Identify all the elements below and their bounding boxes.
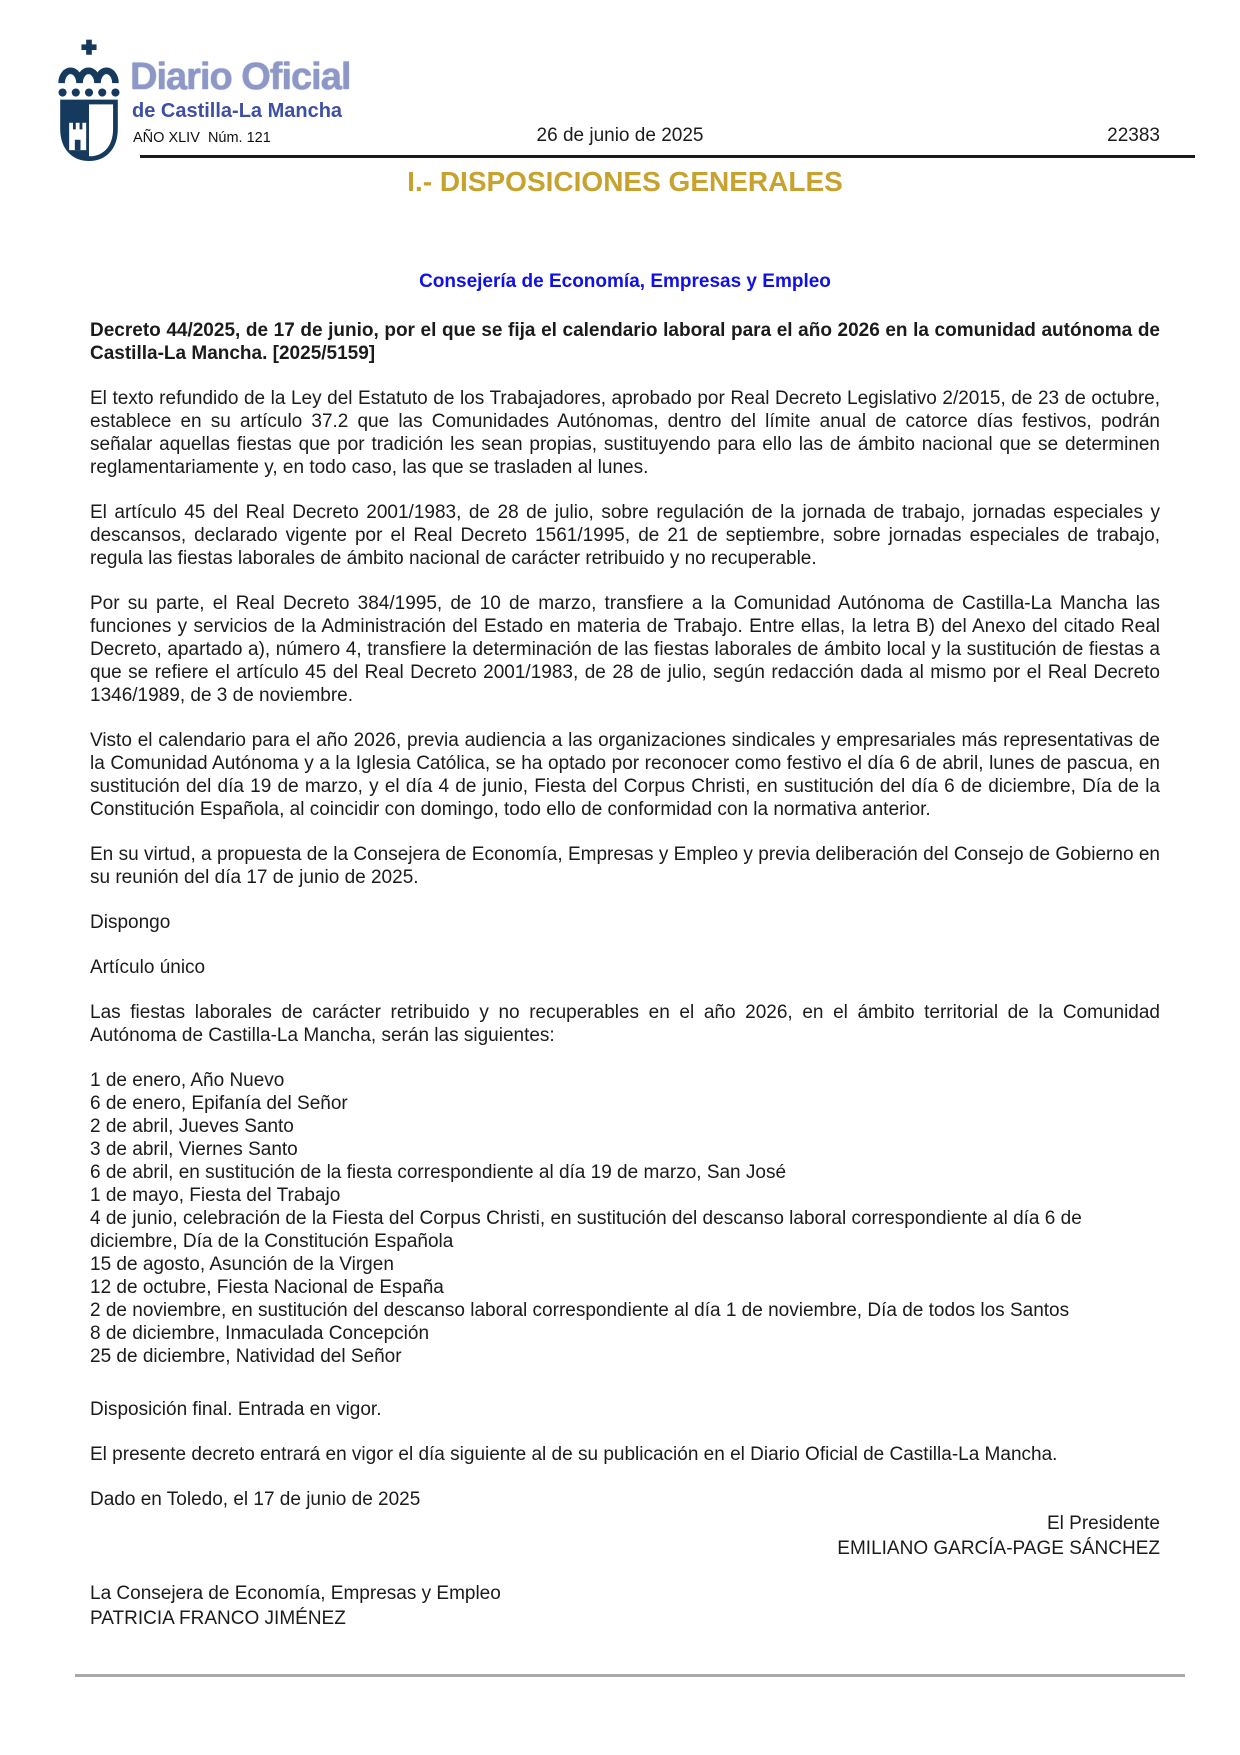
body-paragraph: El texto refundido de la Ley del Estatuto de los Trabajadores, aprobado por Real Decreto Legislativo 2/2015, de 23 de octubre, establece en su artículo 37.2 que las Comunidades Autónomas, dentro del límite anual de catorce días festivos, podrán señalar aquellas fiestas que por tradición les sean propias, sustituyendo para ello las de ámbito nacional que se determinen reglamentariamente y, en todo caso, las que se trasladen al lunes. bbox=[90, 388, 1160, 478]
header-page-number: 22383 bbox=[1107, 125, 1160, 146]
holiday-item: 25 de diciembre, Natividad del Señor bbox=[90, 1346, 402, 1367]
holiday-item: 2 de noviembre, en sustitución del descanso laboral correspondiente al día 1 de noviembre, Día de todos los Santos bbox=[90, 1300, 1070, 1321]
holiday-item: 15 de agosto, Asunción de la Virgen bbox=[90, 1254, 394, 1275]
president-name: EMILIANO GARCÍA-PAGE SÁNCHEZ bbox=[837, 1538, 1160, 1559]
body-paragraph: Visto el calendario para el año 2026, previa audiencia a las organizaciones sindicales y empresariales más representativas de la Comunidad Autónoma y a la Iglesia Católica, se ha optado por reconocer como festivo el día 6 de abril, lunes de pascua, en sustitución del día 19 de marzo, y el día 4 de junio, Fiesta del Corpus Christi, en sustitución del día 6 de diciembre, Día de la Constitución Española, al coincidir con domingo, todo ello de conformidad con la normativa anterior. bbox=[90, 730, 1160, 820]
counselor-signature-block bbox=[90, 1581, 1160, 1631]
section-title: I.- DISPOSICIONES GENERALES bbox=[407, 166, 843, 197]
counselor-title: La Consejera de Economía, Empresas y Empleo bbox=[90, 1583, 501, 1604]
holiday-item: 8 de diciembre, Inmaculada Concepción bbox=[90, 1323, 430, 1344]
holiday-item: 6 de abril, en sustitución de la fiesta correspondiente al día 19 de marzo, San José bbox=[90, 1162, 787, 1183]
holiday-item: 6 de enero, Epifanía del Señor bbox=[90, 1093, 348, 1114]
president-title: El Presidente bbox=[1046, 1513, 1160, 1534]
holiday-item: 3 de abril, Viernes Santo bbox=[90, 1139, 298, 1160]
holiday-item: 1 de mayo, Fiesta del Trabajo bbox=[90, 1185, 341, 1206]
entry-into-force-paragraph: El presente decreto entrará en vigor el día siguiente al de su publicación en el Diario Oficial de Castilla-La Mancha. bbox=[90, 1444, 1058, 1465]
holiday-item: 2 de abril, Jueves Santo bbox=[90, 1116, 294, 1137]
body-paragraph: Por su parte, el Real Decreto 384/1995, de 10 de marzo, transfiere a la Comunidad Autónoma de Castilla-La Mancha las funciones y servicios de la Administración del Estado en materia de Trabajo. Entre ellas, la letra B) del Anexo del citado Real Decreto, apartado a), número 4, transfiere la determinación de las fiestas laborales de ámbito local y la sustitución de fiestas a que se refiere el artículo 45 del Real Decreto 2001/1983, de 28 de julio, según redacción dada al mismo por el Real Decreto 1346/1989, de 3 de noviembre. bbox=[90, 593, 1160, 706]
holiday-item: 4 de junio, celebración de la Fiesta del Corpus Christi, en sustitución del descanso laboral correspondiente al día 6 de diciembre, Día de la Constitución Española bbox=[90, 1208, 1082, 1252]
counselor-name: PATRICIA FRANCO JIMÉNEZ bbox=[90, 1608, 346, 1629]
decree-title: Decreto 44/2025, de 17 de junio, por el que se fija el calendario laboral para el año 2026 en la comunidad autónoma de Castilla-La Mancha. [2025/5159] bbox=[90, 320, 1160, 364]
holiday-item: 1 de enero, Año Nuevo bbox=[90, 1070, 285, 1091]
header-date: 26 de junio de 2025 bbox=[536, 125, 704, 146]
place-and-date: Dado en Toledo, el 17 de junio de 2025 bbox=[90, 1489, 421, 1510]
logo-edition: AÑO XLIV Núm. 121 bbox=[133, 130, 271, 146]
articulo-unico-heading: Artículo único bbox=[90, 957, 206, 978]
document-content bbox=[90, 0, 1160, 1631]
dispongo-text: Dispongo bbox=[90, 912, 171, 933]
holidays-list bbox=[90, 1069, 1160, 1368]
holiday-item: 12 de octubre, Fiesta Nacional de España bbox=[90, 1277, 444, 1298]
final-provision-heading: Disposición final. Entrada en vigor. bbox=[90, 1399, 382, 1420]
holidays-intro: Las fiestas laborales de carácter retribuido y no recuperables en el año 2026, en el ámbito territorial de la Comunidad Autónoma de Castilla-La Mancha, serán las siguientes: bbox=[90, 1002, 1160, 1046]
footer-rule bbox=[75, 1674, 1185, 1677]
logo-title: Diario Oficial bbox=[130, 56, 351, 98]
body-paragraph: En su virtud, a propuesta de la Consejera de Economía, Empresas y Empleo y previa deliberación del Consejo de Gobierno en su reunión del día 17 de junio de 2025. bbox=[90, 844, 1160, 888]
body-paragraph: El artículo 45 del Real Decreto 2001/1983, de 28 de julio, sobre regulación de la jornada de trabajo, jornadas especiales y descansos, declarado vigente por el Real Decreto 1561/1995, de 21 de septiembre, sobre jornadas especiales de trabajo, regula las fiestas laborales de ámbito nacional de carácter retribuido y no recuperable. bbox=[90, 502, 1160, 569]
department-heading: Consejería de Economía, Empresas y Empleo bbox=[419, 271, 831, 292]
president-signature-block bbox=[90, 1511, 1160, 1561]
logo-subtitle: de Castilla-La Mancha bbox=[132, 100, 343, 122]
